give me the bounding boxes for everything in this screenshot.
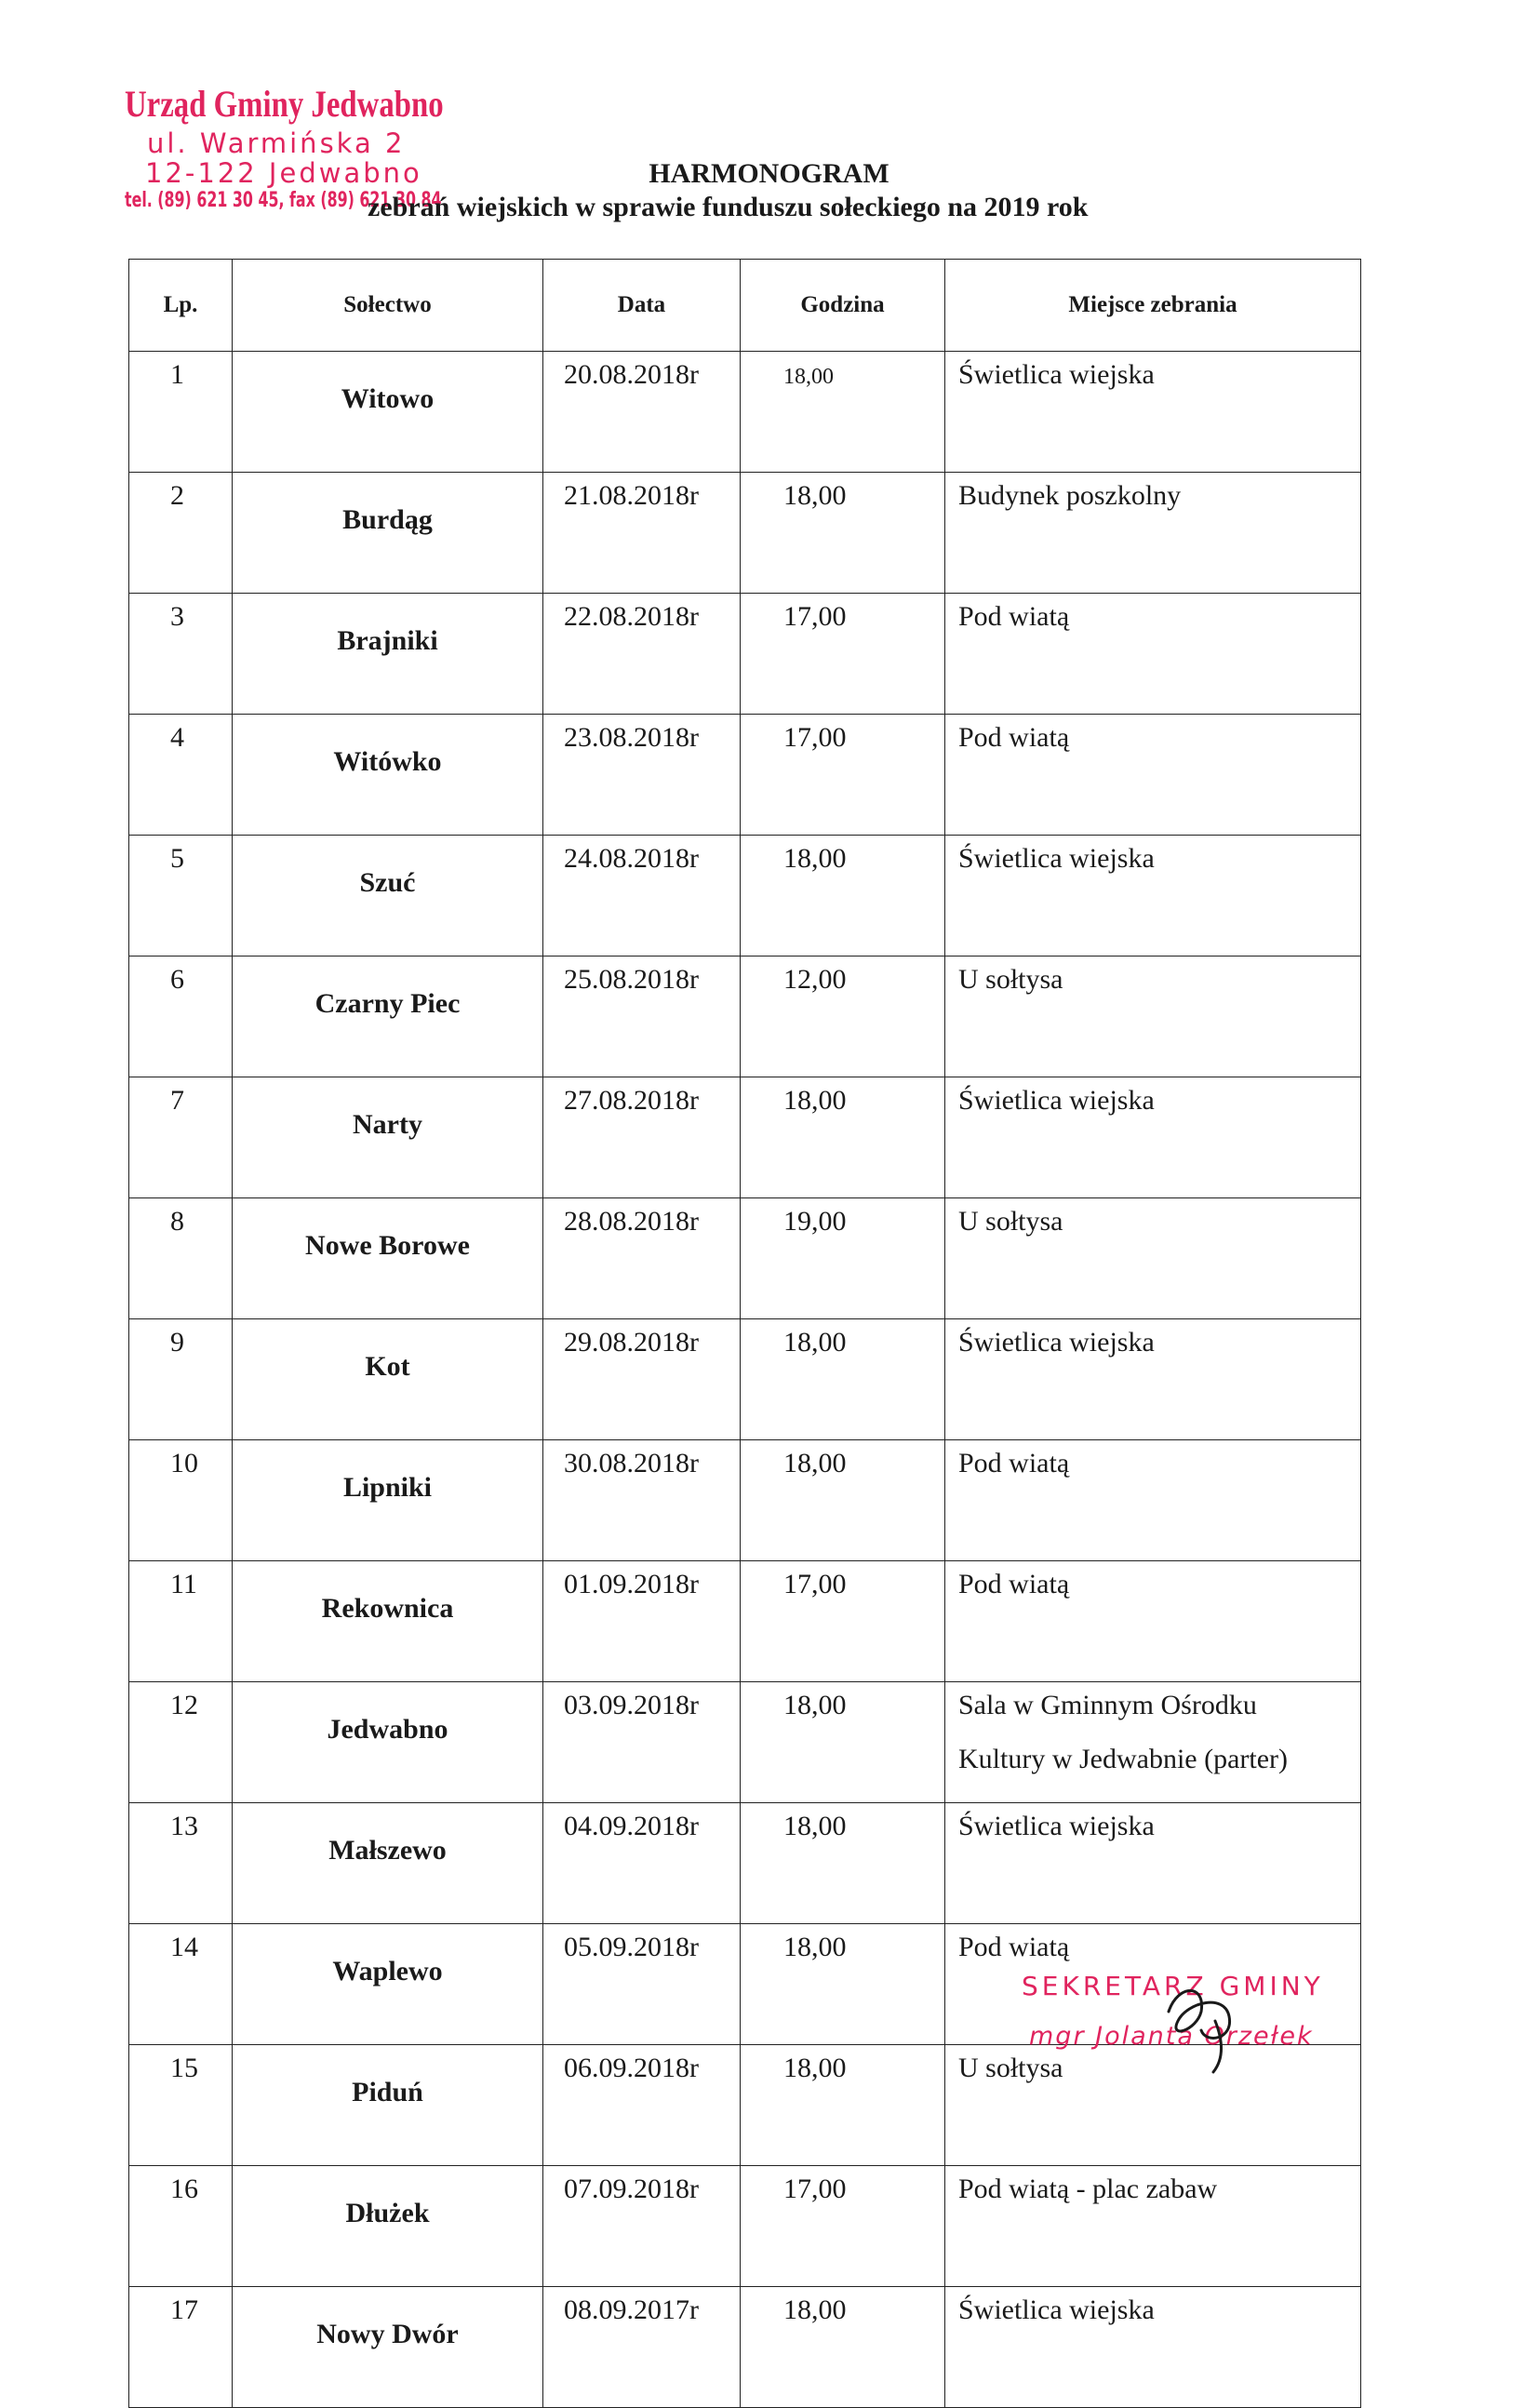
- handwritten-signature: [1150, 1974, 1252, 2077]
- cell-hour: 17,00: [741, 2166, 945, 2287]
- cell-lp: 3: [129, 594, 233, 715]
- cell-lp: 1: [129, 352, 233, 473]
- cell-date: 06.09.2018r: [543, 2045, 741, 2166]
- cell-place-text: U sołtysa: [958, 1206, 1063, 1237]
- cell-village: Szuć: [233, 836, 543, 957]
- cell-date: 23.08.2018r: [543, 715, 741, 836]
- cell-hour: 18,00: [741, 836, 945, 957]
- cell-lp: 8: [129, 1198, 233, 1319]
- cell-hour: 18,00: [741, 473, 945, 594]
- cell-place-text: Budynek poszkolny: [958, 480, 1182, 511]
- table-row: [129, 715, 1361, 836]
- cell-place-text: Pod wiatą: [958, 722, 1070, 753]
- document-subtitle: zebrań wiejskich w sprawie funduszu sołeckiego na 2019 rok: [368, 192, 1089, 222]
- signature-block: [1022, 1971, 1324, 2051]
- cell-village: Waplewo: [233, 1924, 543, 2045]
- table-row: [129, 594, 1361, 715]
- header-lp: Lp.: [129, 260, 233, 352]
- cell-hour: 18,00: [741, 2045, 945, 2166]
- table-row: [129, 1198, 1361, 1319]
- table-row: [129, 1682, 1361, 1803]
- cell-date: 05.09.2018r: [543, 1924, 741, 2045]
- table-row: [129, 1077, 1361, 1198]
- cell-lp: 2: [129, 473, 233, 594]
- table-row: [129, 1440, 1361, 1561]
- cell-village: Jedwabno: [233, 1682, 543, 1803]
- cell-village: Witowo: [233, 352, 543, 473]
- cell-date: 03.09.2018r: [543, 1682, 741, 1803]
- cell-date: 21.08.2018r: [543, 473, 741, 594]
- cell-lp: 17: [129, 2287, 233, 2408]
- cell-lp: 4: [129, 715, 233, 836]
- table-row: [129, 836, 1361, 957]
- cell-place: [945, 1440, 1361, 1561]
- cell-date: 08.09.2017r: [543, 2287, 741, 2408]
- cell-village: Brajniki: [233, 594, 543, 715]
- cell-place-text-line2: Kultury w Jedwabnie (parter): [958, 1744, 1289, 1774]
- cell-hour: 12,00: [741, 957, 945, 1077]
- cell-place-text: Pod wiatą: [958, 1569, 1070, 1599]
- cell-hour: 18,00: [741, 1077, 945, 1198]
- cell-place-text: Świetlica wiejska: [958, 359, 1155, 390]
- cell-place: [945, 1319, 1361, 1440]
- cell-village: Burdąg: [233, 473, 543, 594]
- table-row: [129, 1319, 1361, 1440]
- cell-village: Nowy Dwór: [233, 2287, 543, 2408]
- cell-village: Narty: [233, 1077, 543, 1198]
- cell-date: 30.08.2018r: [543, 1440, 741, 1561]
- cell-hour-text: 18,00: [783, 365, 834, 389]
- cell-place: [945, 1077, 1361, 1198]
- table-row: [129, 2166, 1361, 2287]
- cell-place: [945, 473, 1361, 594]
- cell-lp: 12: [129, 1682, 233, 1803]
- cell-hour: [741, 352, 945, 473]
- cell-place: [945, 352, 1361, 473]
- cell-place-text: Świetlica wiejska: [958, 1327, 1155, 1358]
- cell-hour: 18,00: [741, 1440, 945, 1561]
- cell-place: [945, 1561, 1361, 1682]
- cell-village: Czarny Piec: [233, 957, 543, 1077]
- cell-place: [945, 1682, 1361, 1803]
- cell-hour: 17,00: [741, 1561, 945, 1682]
- cell-lp: 14: [129, 1924, 233, 2045]
- cell-place: [945, 594, 1361, 715]
- signature-role: SEKRETARZ GMINY: [1022, 1971, 1324, 2001]
- cell-place: [945, 836, 1361, 957]
- cell-hour: 18,00: [741, 1924, 945, 2045]
- cell-place: [945, 2166, 1361, 2287]
- cell-place: [945, 1198, 1361, 1319]
- table-header-row: [129, 260, 1361, 352]
- cell-lp: 15: [129, 2045, 233, 2166]
- cell-place-text: U sołtysa: [958, 964, 1063, 995]
- cell-hour: 19,00: [741, 1198, 945, 1319]
- cell-place-text: Świetlica wiejska: [958, 1085, 1155, 1116]
- table-row: [129, 1561, 1361, 1682]
- stamp-contact: tel. (89) 621 30 45, fax (89) 621 30 84: [125, 189, 442, 212]
- stamp-street: ul. Warmińska 2: [147, 127, 406, 159]
- cell-village: Piduń: [233, 2045, 543, 2166]
- stamp-postal: 12-122 Jedwabno: [145, 157, 422, 189]
- cell-date: 04.09.2018r: [543, 1803, 741, 1924]
- cell-date: 07.09.2018r: [543, 2166, 741, 2287]
- header-place: Miejsce zebrania: [945, 260, 1361, 352]
- cell-lp: 5: [129, 836, 233, 957]
- cell-date: 25.08.2018r: [543, 957, 741, 1077]
- cell-place-text: U sołtysa: [958, 2053, 1063, 2083]
- cell-hour: 18,00: [741, 1319, 945, 1440]
- cell-lp: 11: [129, 1561, 233, 1682]
- cell-place-text: Świetlica wiejska: [958, 843, 1155, 874]
- cell-date: 24.08.2018r: [543, 836, 741, 957]
- cell-place-text: Pod wiatą: [958, 1932, 1070, 1962]
- cell-date: 29.08.2018r: [543, 1319, 741, 1440]
- cell-place-text: Świetlica wiejska: [958, 2294, 1155, 2325]
- cell-date: 27.08.2018r: [543, 1077, 741, 1198]
- cell-place: [945, 2287, 1361, 2408]
- cell-place: [945, 957, 1361, 1077]
- cell-village: Rekownica: [233, 1561, 543, 1682]
- table-row: [129, 473, 1361, 594]
- cell-village: Dłużek: [233, 2166, 543, 2287]
- stamp-office-name: Urząd Gminy Jedwabno: [125, 83, 444, 125]
- cell-hour: 17,00: [741, 715, 945, 836]
- header-village: Sołectwo: [233, 260, 543, 352]
- cell-lp: 16: [129, 2166, 233, 2287]
- signature-name: mgr Jolanta Orzełek: [1029, 2022, 1314, 2051]
- table-row: [129, 352, 1361, 473]
- cell-village: Małszewo: [233, 1803, 543, 1924]
- cell-date: 22.08.2018r: [543, 594, 741, 715]
- cell-hour: 18,00: [741, 1803, 945, 1924]
- cell-place: [945, 1803, 1361, 1924]
- table-row: [129, 2287, 1361, 2408]
- cell-village: Nowe Borowe: [233, 1198, 543, 1319]
- cell-hour: 18,00: [741, 1682, 945, 1803]
- cell-lp: 6: [129, 957, 233, 1077]
- header-date: Data: [543, 260, 741, 352]
- cell-date: 01.09.2018r: [543, 1561, 741, 1682]
- cell-lp: 9: [129, 1319, 233, 1440]
- cell-lp: 10: [129, 1440, 233, 1561]
- document-title: HARMONOGRAM: [649, 158, 889, 189]
- cell-village: Kot: [233, 1319, 543, 1440]
- cell-hour: 17,00: [741, 594, 945, 715]
- cell-place-text: Sala w Gminnym Ośrodku: [958, 1690, 1257, 1720]
- cell-place-text: Pod wiatą: [958, 1448, 1070, 1478]
- cell-date: 20.08.2018r: [543, 352, 741, 473]
- cell-lp: 13: [129, 1803, 233, 1924]
- table-row: [129, 1803, 1361, 1924]
- cell-village: Witówko: [233, 715, 543, 836]
- header-hour: Godzina: [741, 260, 945, 352]
- cell-lp: 7: [129, 1077, 233, 1198]
- cell-place: [945, 715, 1361, 836]
- cell-place-text: Pod wiatą: [958, 601, 1070, 632]
- cell-place-text: Świetlica wiejska: [958, 1811, 1155, 1841]
- cell-village: Lipniki: [233, 1440, 543, 1561]
- cell-place-text: Pod wiatą - plac zabaw: [958, 2174, 1218, 2204]
- cell-date: 28.08.2018r: [543, 1198, 741, 1319]
- cell-hour: 18,00: [741, 2287, 945, 2408]
- table-row: [129, 957, 1361, 1077]
- schedule-table: [128, 259, 1361, 2408]
